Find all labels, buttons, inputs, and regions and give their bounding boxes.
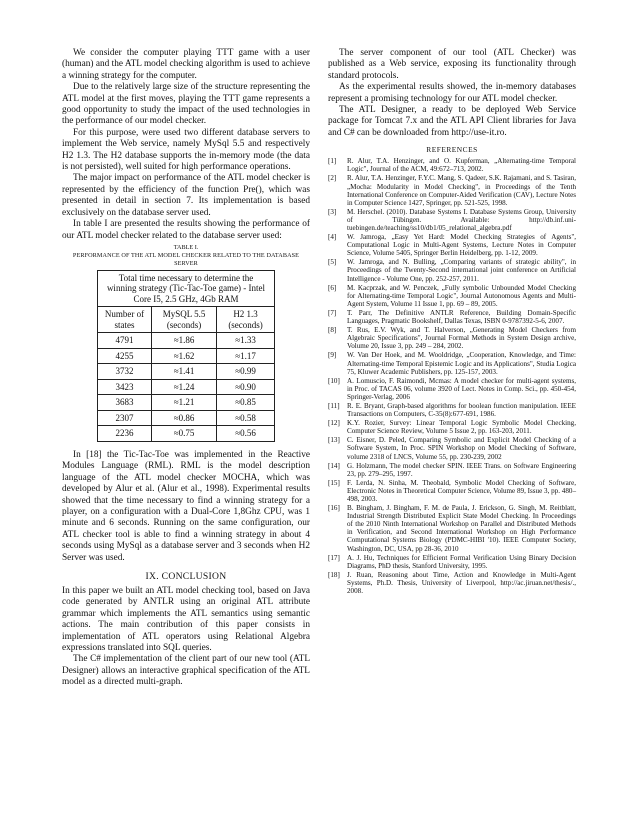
table-header-row [98,270,275,307]
reference-text: W. Jamroga, and N. Bulling, „Comparing variants of strategic ability", in Proceedings of the Twenty-Second international joint conference on Artificial Intelligence - Volume One, pp. 252-257, 2011. [347,258,576,283]
reference-text: T. Rus, E.V. Wyk, and T. Halverson, „Generating Model Checkers from Algebraic Specifications", Journal Formal Methods in System Design archive, Volume 20, Issue 3, pp. 249 – 284, 2002. [347,326,576,351]
reference-text: W. Van Der Hoek, and M. Wooldridge, „Cooperation, Knowledge, and Time: Alternating-time Temporal Epistemic Logic and its Applications", Studia Logica 75, Kluwer Academic Publishers, pp. 125-157, 2003. [347,351,576,376]
reference-text: M. Kacprzak, and W. Penczek, „Fully symbolic Unbounded Model Checking for Alternating-time Temporal Logic", Journal Autonomous Agents and Multi-Agent System, Volume 11 Issue 1, pp. 69 – 89, 2005. [347,283,576,308]
reference-number: [12] [328,419,340,428]
reference-number: [2] [328,174,337,183]
table-cell: ≈1.62 [151,348,216,364]
reference-number: [14] [328,461,340,470]
table-cell: ≈1.24 [151,379,216,395]
reference-item [328,326,576,350]
table-span-header: Total time necessary to determine the winning strategy (Tic-Tac-Toe game) - Intel Core I5, 2.5 GHz, 4Gb RAM [98,270,275,307]
table-cell: 4255 [98,348,152,364]
results-table [97,270,275,442]
column-header: H2 1.3 (seconds) [217,307,275,333]
table-row [98,364,275,380]
paragraph: The ATL Designer, a ready to be deployed Web Service package for Tomcat 7.x and the ATL API Client libraries for Java and C# can be downloaded from http://use-it.ro. [328,105,576,138]
table-caption [62,244,310,268]
references-heading: REFERENCES [426,145,478,155]
reference-number: [3] [328,207,337,216]
reference-item [328,157,576,173]
table-row [98,395,275,411]
reference-item [328,571,576,595]
table-cell: ≈1.17 [217,348,275,364]
reference-number: [17] [328,553,340,562]
table-cell: ≈1.33 [217,333,275,349]
table-cell: ≈0.90 [217,379,275,395]
table-cell: ≈1.86 [151,333,216,349]
reference-text: W. Jamroga, „Easy Yet Hard: Model Checking Strategies of Agents", Computational Logic in Multi-Agent Systems, Lecture Notes in Computer Science, Volume 5405, Springer Berlin Heidelberg, pp. 1-12, 2009. [347,233,576,258]
reference-text: A. J. Hu, Techniques for Efficient Formal Verification Using Binary Decision Diagrams, PhD thesis, Stanford University, 1995. [347,553,576,570]
table-cell: ≈0.75 [151,426,216,442]
column-header: MySQL 5.5 (seconds) [151,307,216,333]
reference-number: [8] [328,326,337,335]
reference-item [328,284,576,308]
reference-item [328,402,576,418]
reference-item [328,462,576,478]
table-cell: 3683 [98,395,152,411]
reference-text: R. E. Bryant, Graph-based algorithms for boolean function manipulation. IEEE Transactions on Computers, C-35(8):677-691, 1986. [347,401,576,419]
paragraph: The server component of our tool (ATL Checker) was published as a Web service, exposing its functionality through standard protocols. [328,48,576,81]
table-cell: 3423 [98,379,152,395]
paragraph: As the experimental results showed, the in-memory databases represent a promising technology for our ATL model checker. [328,82,576,104]
table-cell: ≈1.21 [151,395,216,411]
reference-item [328,258,576,282]
table-caption-text: PERFORMANCE OF THE ATL MODEL CHECKER RELATED TO THE DATABASE SERVER [72,251,300,267]
table-cell: 4791 [98,333,152,349]
column-header: Number of states [98,307,152,333]
reference-number: [11] [328,401,340,410]
reference-text: C. Eisner, D. Peled, Comparing Symbolic and Explicit Model Checking of a Software System, In Proc. SPIN Workshop on Model Checking of Software, volume 2318 of LNCS, Volume 55, pp. 230-239, 2002 [347,436,576,461]
reference-text: F. Lerda, N. Sinha, M. Theobald, Symbolic Model Checking of Software, Electronic Notes in Theoretical Computer Science, Volume 89, Issue 3, pp. 480–498, 2003. [347,478,576,503]
paragraph: The C# implementation of the client part of our new tool (ATL Designer) allows an interactive graphical specification of the ATL model as a directed multi-graph. [62,654,310,688]
table-cell: ≈0.58 [217,410,275,426]
reference-number: [13] [328,436,340,445]
reference-item [328,419,576,435]
paragraph: In this paper we built an ATL model checking tool, based on Java code generated by ANTLR using an original ATL attribute grammar which implements the ATL semantics using semantic actions. The main contribution of this paper consists in implementation of ATL operators using Relational Algebra expressions translated into SQL queries. [62,585,310,653]
paragraph: For this purpose, were used two different database servers to implement the Web service, namely MySql 5.5 and respectively H2 1.3. The H2 database supports the in-memory mode (the data is not persisted), well suited for high performance operations. [62,127,310,173]
reference-text: K.Y. Rozier, Survey: Linear Temporal Logic Symbolic Model Checking, Computer Science Review, Volume 5 Issue 2, pp. 163-203, 2011. [347,419,576,436]
reference-number: [4] [328,233,337,242]
references-list [328,157,576,595]
table-cell: 2236 [98,426,152,442]
table-header-row [98,307,275,333]
reference-item [328,208,576,232]
reference-text: R. Alur, T.A. Henzinger, F.Y.C. Mang, S. Qadeer, S.K. Rajamani, and S. Tasiran, „Mocha: Modularity in Model Checking", in Proceedings of the Tenth International Conference on Computer-Aided Verification (CAV), Lecture Notes in Computer Science 1427, Springer, pp. 521-525, 1998. [347,174,576,207]
reference-item [328,436,576,460]
reference-number: [7] [328,308,337,317]
reference-item [328,174,576,206]
paragraph: In [18] the Tic-Tac-Toe was implemented in the Reactive Modules Language (RML). RML is the model description language of the ATL model checker MOCHA, which was developed by Alur et al. (Alur et al., 1998). Experimental results showed that the time necessary to find a winning strategy for a player, on a configuration with a Dual-Core 1,8Ghz CPU, was 1 minute and 6 seconds. Running on the same configuration, our ATL checker tool is able to find a winning strategy in about 4 seconds using MySql as a database server and 3 seconds when H2 Server was used. [62,449,310,563]
table-row [98,379,275,395]
reference-number: [16] [328,504,340,513]
table-caption-label: TABLE I. [173,243,199,251]
reference-text: R. Alur, T.A. Henzinger, and O. Kupferman, „Alternating-time Temporal Logic", Journal of the ACM, 49:672–713, 2002. [347,157,576,174]
table-cell: ≈0.86 [151,410,216,426]
reference-number: [6] [328,283,337,292]
reference-item [328,351,576,375]
table-cell: ≈0.99 [217,364,275,380]
reference-text: A. Lomuscio, F. Raimondi, Mcmas: A model checker for multi-agent systems, in Proc. of TACAS 06, volume 3920 of Lect. Notes in Comp. Sci., pp. 450-454, Springer-Verlag, 2006 [347,376,576,401]
reference-text: G. Holzmann, The model checker SPIN. IEEE Trans. on Software Engineering 23, pp. 279–295, 1997. [347,461,576,478]
table-row [98,410,275,426]
reference-text: J. Ruan, Reasoning about Time, Action and Knowledge in Multi-Agent Systems, Ph.D. Thesis, University of Liverpool, http://ac.jiruan.net/thesis/., 2008. [347,570,576,596]
left-column [62,48,310,689]
table-cell: ≈0.56 [217,426,275,442]
reference-number: [15] [328,478,340,487]
paragraph: We consider the computer playing TTT game with a user (human) and the ATL model checking algorithm is used to achieve a winning strategy for the computer. [62,48,310,81]
reference-text: M. Herschel. (2010). Database Systems I. Database Systems Group, University of Tübingen. Available: http://db.inf.uni-tuebingen.de/teaching/ss10/db1/05_relational_algebra.pdf [347,207,576,232]
reference-item [328,504,576,553]
reference-item [328,377,576,401]
section-heading-conclusion: IX. CONCLUSION [145,570,227,582]
table-cell: 3732 [98,364,152,380]
reference-number: [9] [328,351,337,360]
reference-text: B. Bingham, J. Bingham, F. M. de Paula, J. Erickson, G. Singh, M. Reitblatt, Industrial Strength Distributed Explicit State Model Checking. In Proceedings of the 2010 Ninth International Workshop on Parallel and Distributed Methods in Verification, and Second International Workshop on High Performance Computational Systems Biology (PDMC-HIBI '10). IEEE Computer Society, Washington, DC, USA, pp 28-36, 2010 [347,504,576,553]
reference-item [328,479,576,503]
table-cell: ≈0.85 [217,395,275,411]
reference-item [328,554,576,570]
table-cell: 2307 [98,410,152,426]
reference-number: [10] [328,376,340,385]
table-row [98,426,275,442]
reference-number: [18] [328,570,340,579]
paragraph: In table I are presented the results showing the performance of our ATL model checker related to the database server used: [62,219,310,241]
reference-item [328,233,576,257]
paragraph: Due to the relatively large size of the structure representing the ATL model at the first moves, playing the TTT game represents a good opportunity to study the impact of the used technologies in the performance of our model checker. [62,82,310,127]
reference-number: [5] [328,258,337,267]
table-row [98,348,275,364]
table-row [98,333,275,349]
reference-text: T. Parr, The Definitive ANTLR Reference, Building Domain-Specific Languages, Pragmatic Bookshelf, Dallas Texas, ISBN 0-9787392-5-6, 2007. [347,308,576,326]
right-column [328,48,576,596]
reference-item [328,309,576,325]
table-cell: ≈1.41 [151,364,216,380]
paragraph: The major impact on performance of the ATL model checker is represented by the efficiency of the function Pre(), which was presented in detail in section 7. Its implementation is based exclusively on the database server used. [62,173,310,218]
reference-number: [1] [328,157,337,166]
